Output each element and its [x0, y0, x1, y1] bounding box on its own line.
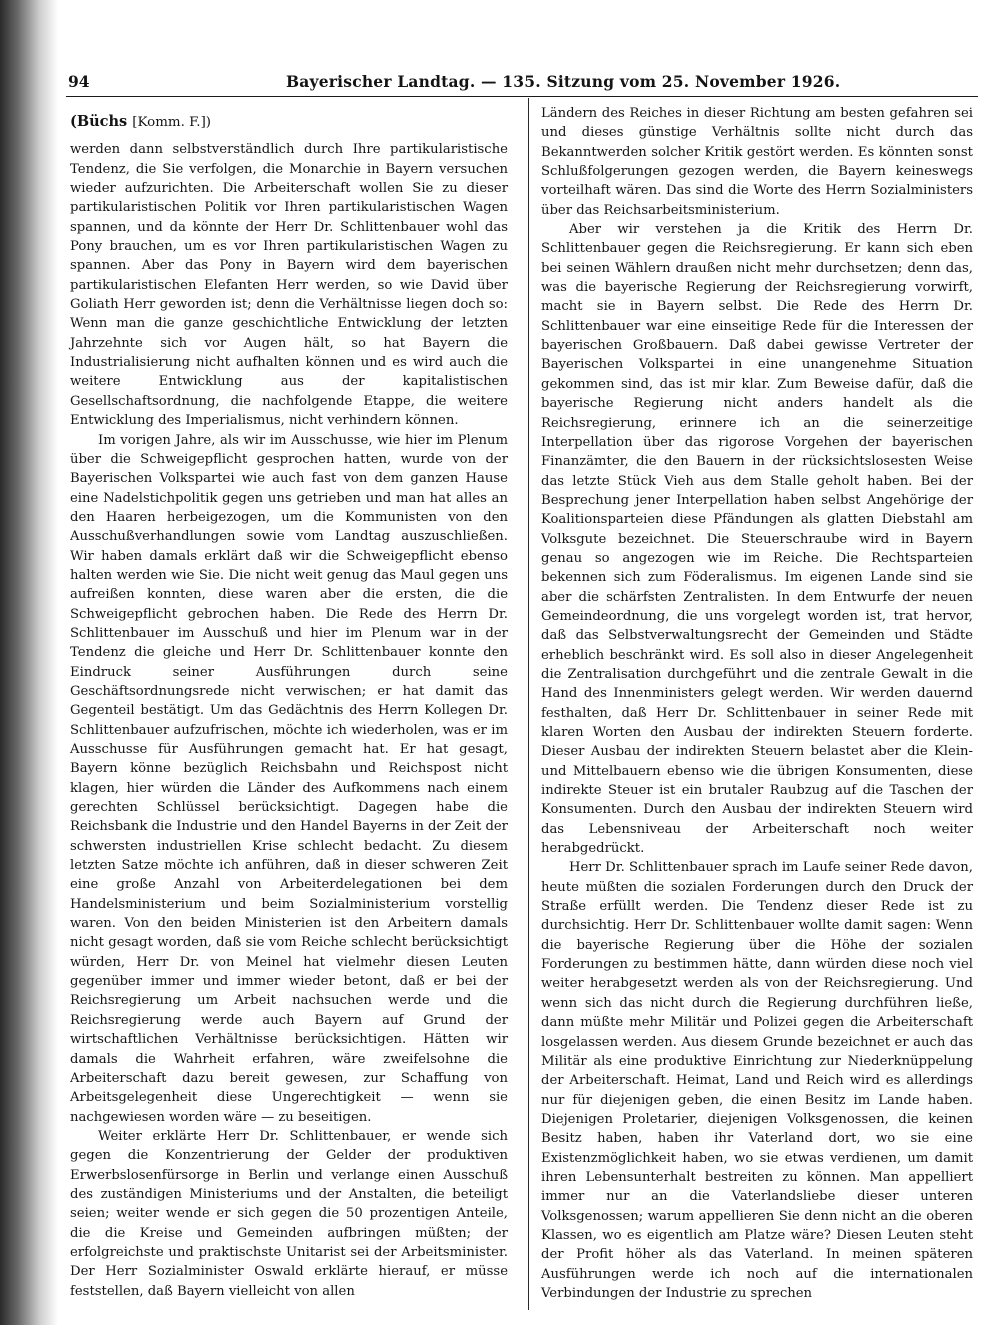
running-header	[66, 72, 978, 94]
document-page	[66, 60, 978, 1310]
speaker-heading	[70, 112, 508, 132]
right-paragraph-1: Ländern des Reiches in dieser Richtung am besten gefahren sei und dieses günstige Verhältnis sollte nicht durch das Bekanntwerden solcher Kritik gestört werden. Es könnten sonst Schlußfolgerungen gezogen werden, die Bayern keineswegs vorteilhaft wären. Das sind die Worte des Herrn Sozialministers über das Reichsarbeitsministerium.	[541, 106, 973, 218]
column-divider	[528, 98, 529, 1310]
page-number: 94	[68, 72, 90, 91]
running-title: Bayerischer Landtag. — 135. Sitzung vom 25. November 1926.	[286, 72, 841, 91]
scan-shadow	[0, 0, 58, 1325]
right-paragraph-2: Aber wir verstehen ja die Kritik des Herrn Dr. Schlittenbauer gegen die Reichsregierung. Er kann sich eben bei seinen Wählern draußen nicht mehr durchsetzen; denn das, was die bayerische Regierung der Reichsregierung vorwirft, macht sie in Bayern selbst. Die Rede des Herrn Dr. Schlittenbauer war eine einseitige Rede für die Interessen der bayerischen Großbauern. Daß dabei gewisse Vertreter der Bayerischen Volkspartei in eine unangenehme Situation gekommen sind, das ist mir klar. Zum Beweise dafür, daß die bayerische Regierung nicht anders handelt als die Reichsregierung, erinnere ich an die seinerzeitige Interpellation über das rigorose Vorgehen der bayerischen Finanzämter, die den Bauern in der rücksichtslosesten Weise das letzte Stück Vieh aus dem Stalle geholt haben. Bei der Besprechung jener Interpellation haben selbst Angehörige der Koalitionsparteien diese Pfändungen als glatten Diebstahl am Volksgute bezeichnet. Die Steuerschraube wird in Bayern genau so angezogen wie im Reiche. Die Rechtsparteien bekennen sich zum Föderalismus. Im eigenen Lande sind sie aber die schärfsten Zentralisten. In dem Entwurfe der neuen Gemeindeordnung, die uns vorgelegt worden ist, trat hervor, daß das Selbstverwaltungsrecht der Gemeinden und Städte erheblich beschränkt wird. Es soll also in dieser Angelegenheit die Zentralisation durchgeführt und die zentrale Gewalt in die Hand des Innenministers gelegt werden. Wir werden dauernd festhalten, daß Herr Dr. Schlittenbauer in seiner Rede mit klaren Worten den Ausbau der indirekten Steuern forderte. Dieser Ausbau der indirekten Steuern belastet aber die Klein- und Mittelbauern ebenso wie die übrigen Konsumenten, diese indirekte Steuer ist ein brutaler Raubzug auf die Taschen der Konsumenten. Durch den Ausbau der indirekten Steuern wird das Lebensniveau der Arbeiterschaft noch weiter herabgedrückt.	[541, 222, 973, 857]
left-paragraph-2: Im vorigen Jahre, als wir im Ausschusse, wie hier im Plenum über die Schweigepflicht gesprochen hatten, wurde von der Bayerischen Volkspartei wie auch fast von dem ganzen Hause eine Nadelstichpolitik gegen uns getrieben und man hat alles an den Haaren herbeigezogen, um die Kommunisten von den Ausschußverhandlungen sowie vom Landtag auszuschließen. Wir haben damals erklärt daß wir die Schweigepflicht ebenso halten werden wie Sie. Die nicht weit genug das Maul gegen uns aufreißen konnten, diese waren aber die ersten, die die Schweigepflicht gebrochen haben. Die Rede des Herrn Dr. Schlittenbauer im Ausschuß und hier im Plenum war in der Tendenz die gleiche und Herr Dr. Schlittenbauer konnte den Eindruck seiner Ausführungen durch seine Geschäftsordnungsrede nicht verwischen; er hat damit das Gegenteil bestätigt. Um das Gedächtnis des Herrn Kollegen Dr. Schlittenbauer aufzufrischen, möchte ich wiederholen, was er im Ausschusse für Ausführungen gemacht hat. Er hat gesagt, Bayern könne bezüglich Reichsbahn und Reichspost nicht klagen, hier würden die Länder des Aufkommens nach einem gerechten Schlüssel berücksichtigt. Dagegen habe die Reichsbank die Industrie und den Handel Bayerns in der Zeit der schwersten industriellen Krise schlecht bedacht. Zu diesem letzten Satze möchte ich anführen, daß in dieser schweren Zeit eine große Anzahl von Arbeiterdelegationen bei dem Handelsministerium und beim Sozialministerium vorstellig waren. Von den beiden Ministerien ist den Arbeitern damals nicht gesagt worden, daß sie vom Reiche schlecht berücksichtigt würden, Herr Dr. von Meinel hat vielmehr diesen Leuten gegenüber immer und immer wieder betont, daß er bei der Reichsregierung um Arbeit nachsuchen werde und die Reichsregierung werde auch Bayern auf Grund der wirtschaftlichen Verhältnisse berücksichtigen. Hätten wir damals die Wahrheit erfahren, wäre zweifelsohne die Arbeiterschaft dazu bereit gewesen, zur Schaffung von Arbeitsgelegenheit diese Ungerechtigkeit — wenn sie nachgewiesen worden wäre — zu beseitigen.	[70, 432, 508, 1125]
right-column	[541, 104, 973, 1303]
left-column	[70, 104, 508, 1301]
left-paragraph-3: Weiter erklärte Herr Dr. Schlittenbauer, er wende sich gegen die Konzentrierung der Gelder der produktiven Erwerbslosenfürsorge in Berlin und verlange einen Ausschuß des zuständigen Ministeriums und der Anstalten, die beteiligt seien; weiter wende er sich gegen die 50 prozentigen Anteile, die die Kreise und Gemeinden aufbringen müßten; der erfolgreichste und praktischste Unitarist sei der Arbeitsminister. Der Herr Sozialminister Oswald erklärte hierauf, er müsse feststellen, daß Bayern vielleicht von allen	[70, 1128, 508, 1299]
header-rule	[66, 96, 978, 97]
right-paragraph-3: Herr Dr. Schlittenbauer sprach im Laufe seiner Rede davon, heute müßten die sozialen Forderungen durch den Druck der Straße erfüllt werden. Die Tendenz dieser Rede ist zu durchsichtig. Herr Dr. Schlittenbauer wollte damit sagen: Wenn die bayerische Regierung über die Höhe der sozialen Forderungen zu bestimmen hätte, dann würden diese noch viel weiter herabgesetzt werden als von der Reichsregierung. Und wenn sich das nicht durch die Regierung durchführen ließe, dann müßte mehr Militär und Polizei gegen die Arbeiterschaft losgelassen werden. Aus diesem Grunde bezeichnet er auch das Militär als eine produktive Einrichtung zur Niederknüppelung der Arbeiterschaft. Heimat, Land und Reich wird es allerdings nur für diejenigen geben, die einen Besitz im Lande haben. Diejenigen Proletarier, diejenigen Volksgenossen, die keinen Besitz haben, haben ihr Vaterland dort, wo sie eine Existenzmöglichkeit haben, wo sie etwas verdienen, um damit ihren Lebensunterhalt bestreiten zu können. Man appelliert immer nur an die Vaterlandsliebe dieser unteren Volksgenossen; warum appellieren Sie denn nicht an die oberen Klassen, wo es eigentlich am Platze wäre? Diesen Leuten steht der Profit höher als das Vaterland. In meinen späteren Ausführungen werde ich noch auf die internationalen Verbindungen der Industrie zu sprechen	[541, 860, 973, 1301]
left-paragraph-1: werden dann selbstverständlich durch Ihre partikularistische Tendenz, die Sie verfolgen, die Monarchie in Bayern versuchen wieder aufzurichten. Die Arbeiterschaft wollen Sie zu dieser partikularistischen Politik vor Ihren partikularistischen Wagen spannen, und da könnte der Herr Dr. Schlittenbauer wohl das Pony brauchen, um es vor Ihren partikularistischen Wagen zu spannen. Aber das Pony in Bayern wird dem bayerischen partikularistischen Elefanten Herr werden, so wie David über Goliath Herr geworden ist; denn die Verhältnisse liegen doch so: Wenn man die ganze geschichtliche Entwicklung der letzten Jahrzehnte sich vor Augen hält, so hat Bayern die Industrialisierung nicht aufhalten können und es wird auch die weitere Entwicklung aus der kapitalistischen Gesellschaftsordnung, die nachfolgende Etappe, die weitere Entwicklung des Imperialismus, nicht verhindern können.	[70, 142, 508, 429]
speaker-party: [Komm. F.])	[132, 115, 212, 130]
speaker-name: (Büchs	[70, 113, 128, 130]
